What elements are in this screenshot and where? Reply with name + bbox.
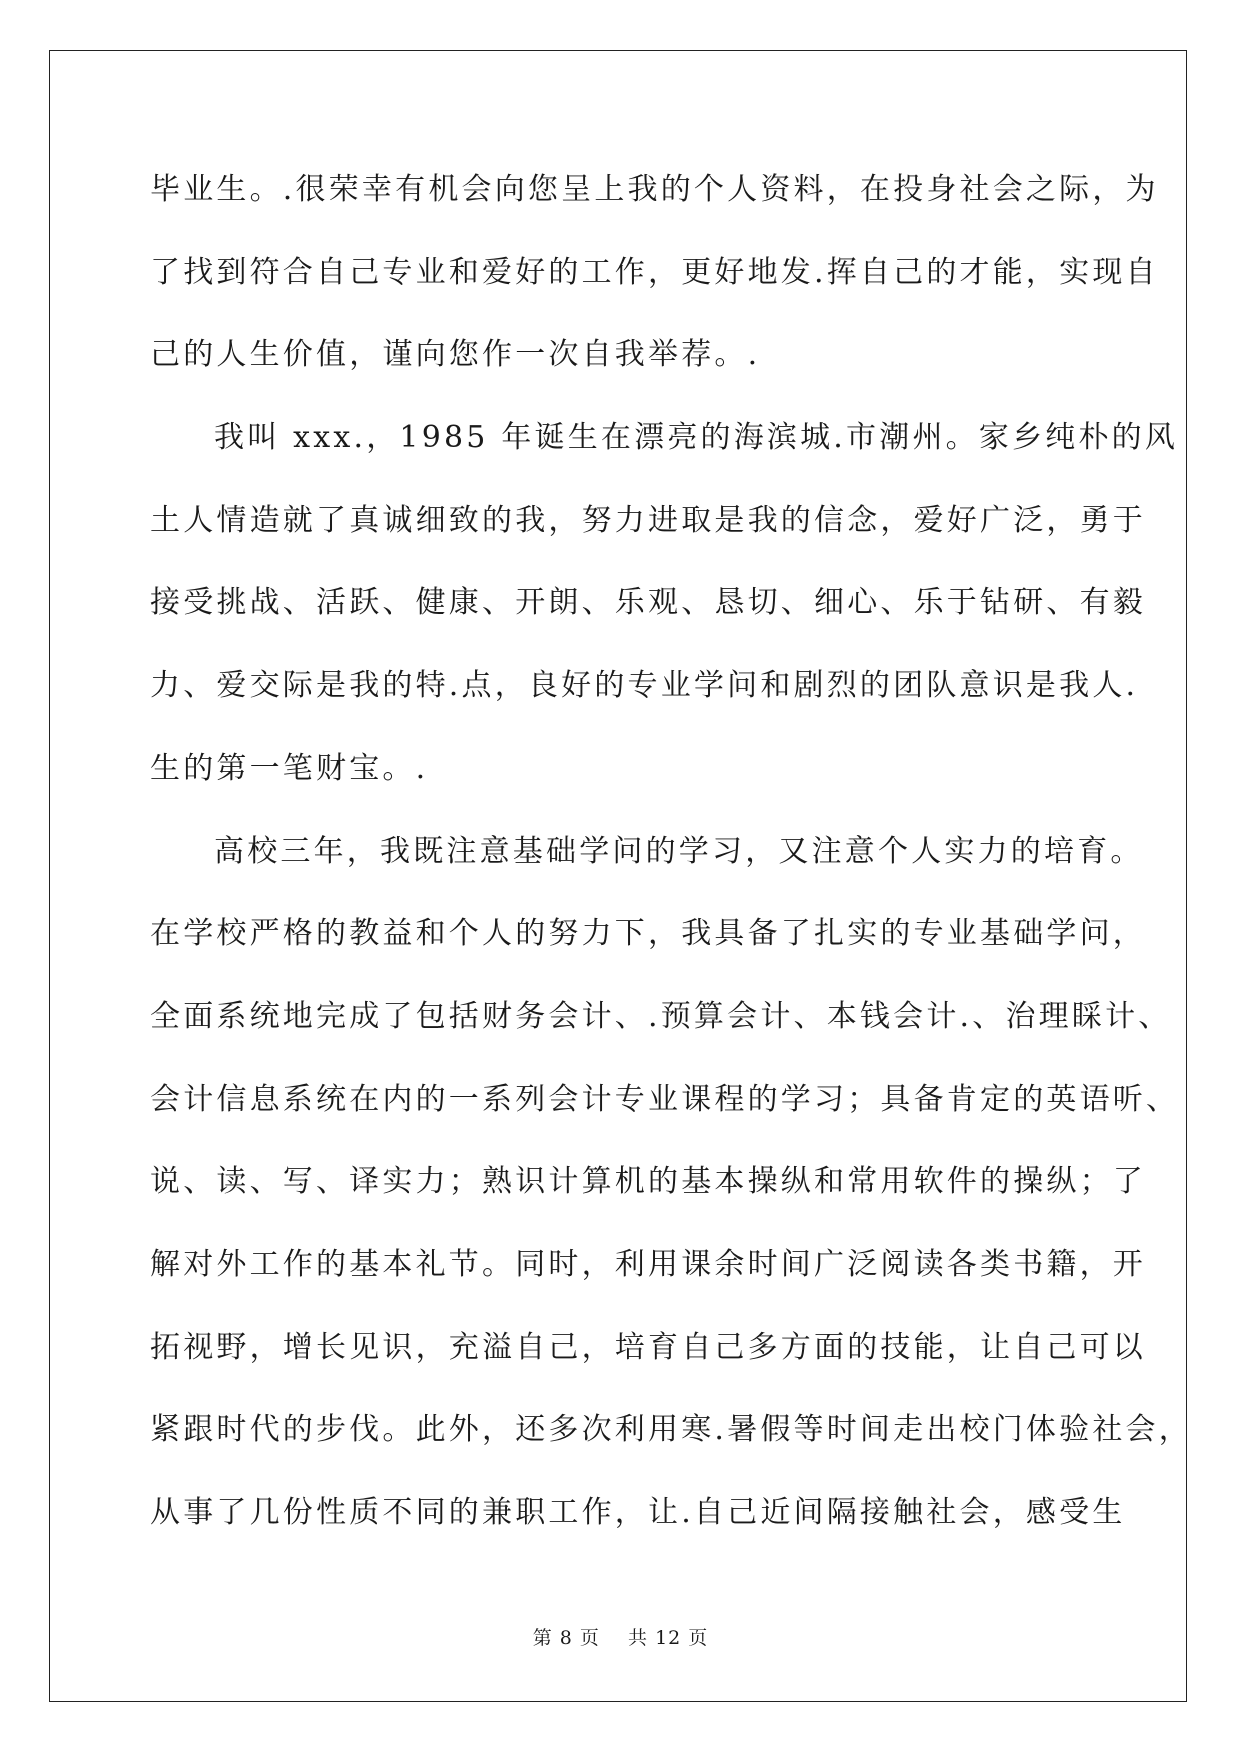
paragraph-first-line: 我叫 xxx.，1985 年诞生在漂亮的海滨城.市潮州。家乡纯朴的风 (214, 420, 1179, 456)
text-line: 全面系统地完成了包括财务会计、.预算会计、本钱会计.、治理睬计、 (150, 998, 1172, 1034)
text-line: 了找到符合自己专业和爱好的工作，更好地发.挥自己的才能，实现自 (150, 254, 1159, 290)
document-body (150, 160, 1192, 1566)
text-line: 拓视野，增长见识，充溢自己，培育自己多方面的技能，让自己可以 (150, 1329, 1146, 1365)
text-line: 说、读、写、译实力；熟识计算机的基本操纵和常用软件的操纵；了 (150, 1164, 1146, 1200)
text-line: 己的人生价值，谨向您作一次自我举荐。. (150, 337, 761, 373)
text-line: 在学校严格的教益和个人的努力下，我具备了扎实的专业基础学问， (150, 916, 1146, 952)
text-line: 毕业生。.很荣幸有机会向您呈上我的个人资料，在投身社会之际，为 (150, 172, 1159, 207)
text-line: 紧跟时代的步伐。此外，还多次利用寒.暑假等时间走出校门体验社会， (150, 1412, 1192, 1448)
text-line: 解对外工作的基本礼节。同时，利用课余时间广泛阅读各类书籍，开 (150, 1246, 1146, 1282)
paragraph-first-line: 高校三年，我既注意基础学问的学习，又注意个人实力的培育。 (214, 833, 1144, 869)
text-line: 从事了几份性质不同的兼职工作，让.自己近间隔接触社会，感受生 (150, 1495, 1126, 1530)
text-line: 力、爱交际是我的特.点，良好的专业学问和剧烈的团队意识是我人. (150, 668, 1139, 704)
text-line: 会计信息系统在内的一系列会计专业课程的学习；具备肯定的英语听、 (150, 1081, 1180, 1117)
page-total: 共 12 页 (628, 1627, 709, 1649)
page-footer (0, 1623, 1241, 1650)
text-line: 土人情造就了真诚细致的我，努力进取是我的信念，爱好广泛，勇于 (150, 502, 1146, 538)
page-number: 第 8 页 (532, 1627, 600, 1649)
text-line: 接受挑战、活跃、健康、开朗、乐观、恳切、细心、乐于钻研、有毅 (150, 585, 1146, 621)
text-line: 生的第一笔财宝。. (150, 750, 429, 786)
